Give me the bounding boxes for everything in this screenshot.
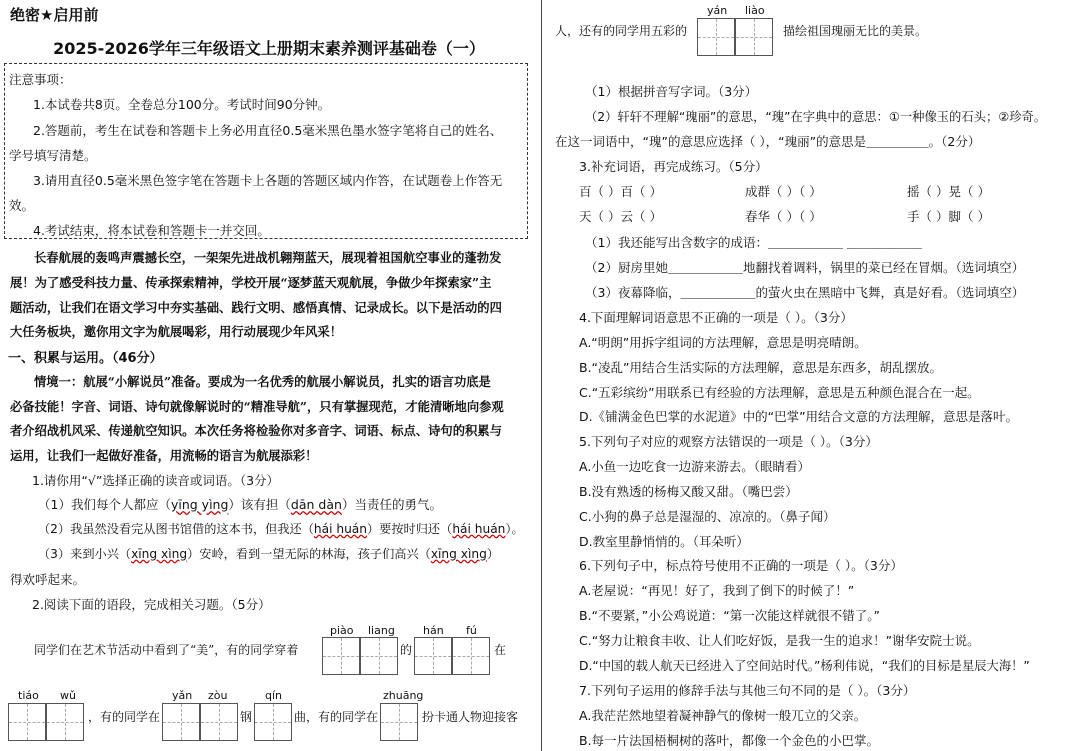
- notice-line: 学号填写清楚。: [9, 148, 97, 163]
- option: A.“明朗”用拆字组词的方法理解，意思是明亮晴朗。: [579, 335, 867, 350]
- notice-heading: 注意事项：: [9, 72, 72, 87]
- option: C.“努力让粮食丰收、让人们吃好饭，是我一生的追求！”谢华安院士说。: [579, 633, 980, 648]
- option: D.教室里静悄悄的。（耳朵听）: [579, 534, 749, 549]
- pinyin-label: piào: [330, 624, 354, 637]
- answer-box[interactable]: [8, 703, 46, 741]
- answer-box[interactable]: [452, 637, 490, 675]
- notice-box: [4, 63, 528, 239]
- answer-box[interactable]: [735, 18, 773, 56]
- notice-line: 3.请用直径0.5毫米黑色签字笔在答题卡上各题的答题区域内作答，在试题卷上作答无: [33, 173, 503, 188]
- scene-line: 运用，让我们一起做好准备，用流畅的语言为航展添彩！: [10, 448, 318, 463]
- fill-blank-line: （2）厨房里她＿＿＿＿＿＿地翻找着调料，锅里的菜已经在冒烟。（选词填空）: [585, 260, 1025, 275]
- answer-box[interactable]: [360, 637, 398, 675]
- question-1-item-2: （2）我虽然没看完从图书馆借的这本书，但我还（hái huán）要按时归还（hái huán）。: [38, 522, 524, 536]
- word-blank: 春华（ ）（ ）: [745, 209, 822, 224]
- notice-line: 2.答题前，考生在试卷和答题卡上务必用直径0.5毫米黑色墨水签字笔将自己的姓名、: [33, 123, 503, 138]
- answer-box[interactable]: [254, 703, 292, 741]
- passage-text: 曲，有的同学在: [294, 710, 379, 724]
- pinyin-label: liang: [368, 624, 395, 637]
- question-3-stem: 3.补充词语，再完成练习。（5分）: [579, 159, 768, 174]
- option: D.《铺满金色巴掌的水泥道》中的“巴掌”用结合文意的方法理解，意思是落叶。: [579, 409, 1019, 424]
- answer-box[interactable]: [162, 703, 200, 741]
- subquestion: （1）根据拼音写字词。（3分）: [585, 84, 758, 99]
- question-4-stem: 4.下面理解词语意思不正确的一项是（ ）。（3分）: [579, 310, 853, 325]
- option: B.“凌乱”用结合生活实际的方法理解，意思是东西多，胡乱摆放。: [579, 360, 943, 375]
- passage-text: 描绘祖国瑰丽无比的美景。: [783, 24, 928, 38]
- word-blank: 手（ ）脚（ ）: [907, 209, 990, 224]
- passage-text: 扮卡通人物迎接客: [422, 710, 519, 724]
- fill-blank-line: （3）夜幕降临，＿＿＿＿＿＿的萤火虫在黑暗中飞舞，真是好看。（选词填空）: [585, 285, 1025, 300]
- column-divider: [541, 0, 542, 751]
- option: C.小狗的鼻子总是湿湿的、凉凉的。（鼻子闻）: [579, 509, 836, 524]
- passage-text: 同学们在艺术节活动中看到了“美”，有的同学穿着: [34, 643, 299, 657]
- intro-line: 大任务板块，邀你用文字为航展喝彩，用行动展现少年风采！: [10, 324, 343, 339]
- pinyin-label: yǎn: [172, 689, 193, 702]
- word-blank: 天（ ）云（ ）: [579, 209, 662, 224]
- left-column: [0, 0, 538, 751]
- word-blank: 百（ ）百（ ）: [579, 184, 662, 199]
- question-1-item-3: （3）来到小兴（xīng xìng）安岭，看到一望无际的林海，孩子们高兴（xīng xìng）: [38, 547, 500, 561]
- subquestion: 在这一词语中，“瑰”的意思应选择（ ），“瑰丽”的意思是＿＿＿＿＿。（2分）: [555, 134, 981, 149]
- passage-text: 钢: [240, 710, 253, 724]
- pinyin-label: hán: [423, 624, 444, 637]
- option: A.我茫茫然地望着凝神静气的像树一般兀立的父亲。: [579, 708, 867, 723]
- passage-text: 人，还有的同学用五彩的: [555, 24, 688, 38]
- pinyin-label: zhuāng: [383, 689, 424, 702]
- pinyin-label: tiáo: [18, 689, 39, 702]
- pinyin-label: qín: [265, 689, 283, 702]
- right-column: [545, 0, 1078, 751]
- pinyin-label: liào: [745, 4, 765, 17]
- scene-line: 情境一：航展“小解说员”准备。要成为一名优秀的航展小解说员，扎实的语言功底是: [34, 374, 491, 389]
- pinyin-label: fú: [466, 624, 477, 637]
- notice-line: 1.本试卷共8页。全卷总分100分。考试时间90分钟。: [33, 97, 331, 112]
- question-2-stem: 2.阅读下面的语段，完成相关习题。（5分）: [32, 597, 271, 612]
- question-5-stem: 5.下列句子对应的观察方法错误的一项是（ ）。（3分）: [579, 434, 878, 449]
- answer-box[interactable]: [46, 703, 84, 741]
- exam-title: 2025-2026学年三年级语文上册期末素养测评基础卷（一）: [53, 39, 485, 58]
- answer-box[interactable]: [414, 637, 452, 675]
- question-1-tail: 得欢呼起来。: [10, 572, 86, 587]
- question-1-item-1: （1）我们每个人都应（yīng yìng）该有担（dān dàn）当责任的勇气。: [38, 497, 442, 512]
- pinyin-label: wǔ: [60, 689, 76, 702]
- intro-line: 展！为了感受科技力量、传承探索精神，学校开展“逐梦蓝天观航展，争做少年探索家”主: [10, 275, 492, 290]
- answer-box[interactable]: [380, 703, 418, 741]
- section-heading: 一、积累与运用。（46分）: [8, 351, 163, 366]
- answer-box[interactable]: [322, 637, 360, 675]
- word-blank: 成群（ ）（ ）: [745, 184, 822, 199]
- passage-text: 的: [400, 643, 413, 657]
- notice-line: 效。: [9, 198, 35, 213]
- question-1-stem: 1.请你用“√”选择正确的读音或词语。（3分）: [32, 473, 280, 488]
- scene-line: 必备技能！字音、词语、诗句就像解说时的“精准导航”，只有掌握现范，才能清晰地向参观: [10, 399, 504, 414]
- pinyin-label: zòu: [208, 689, 228, 702]
- passage-text: 在: [494, 643, 507, 657]
- intro-line: 题活动，让我们在语文学习中夯实基础、践行文明、感悟真情、记录成长。以下是活动的四: [10, 300, 502, 315]
- option: B.没有熟透的杨梅又酸又甜。（嘴巴尝）: [579, 484, 798, 499]
- scene-line: 者介绍战机风采、传递航空知识。本次任务将检验你对多音字、词语、标点、诗句的积累与: [10, 423, 502, 438]
- option: D.“中国的载人航天已经进入了空间站时代。”杨利伟说，“我们的目标是星辰大海！”: [579, 659, 1030, 673]
- confidential-mark: 绝密★启用前: [10, 6, 99, 24]
- option: A.小鱼一边吃食一边游来游去。（眼睛看）: [579, 459, 811, 474]
- subquestion: （2）轩轩不理解“瑰丽”的意思，“瑰”在字典中的意思：①一种像玉的石头；②珍奇。: [585, 110, 1047, 124]
- answer-box[interactable]: [200, 703, 238, 741]
- question-7-stem: 7.下列句子运用的修辞手法与其他三句不同的是（ ）。（3分）: [579, 683, 916, 698]
- question-6-stem: 6.下列句子中，标点符号使用不正确的一项是（ ）。（3分）: [579, 558, 903, 573]
- passage-text: ，有的同学在: [88, 710, 161, 724]
- pinyin-label: yán: [707, 4, 728, 17]
- fill-blank-line: （1）我还能写出含数字的成语：＿＿＿＿＿＿ ＿＿＿＿＿＿: [585, 235, 922, 250]
- option: B.“不要紧，”小公鸡说道：“第一次能这样就很不错了。”: [579, 608, 880, 623]
- word-blank: 摇（ ）晃（ ）: [907, 184, 990, 199]
- answer-box[interactable]: [697, 18, 735, 56]
- option: B.每一片法国梧桐树的落叶，都像一个金色的小巴掌。: [579, 733, 880, 748]
- option: C.“五彩缤纷”用联系已有经验的方法理解，意思是五种颜色混合在一起。: [579, 385, 980, 400]
- notice-line: 4.考试结束，将本试卷和答题卡一并交回。: [33, 223, 270, 238]
- option: A.老屋说：“再见！好了，我到了倒下的时候了！”: [579, 583, 855, 598]
- intro-line: 长春航展的轰鸣声震撼长空，一架架先进战机翱翔蓝天，展现着祖国航空事业的蓬勃发: [34, 250, 502, 265]
